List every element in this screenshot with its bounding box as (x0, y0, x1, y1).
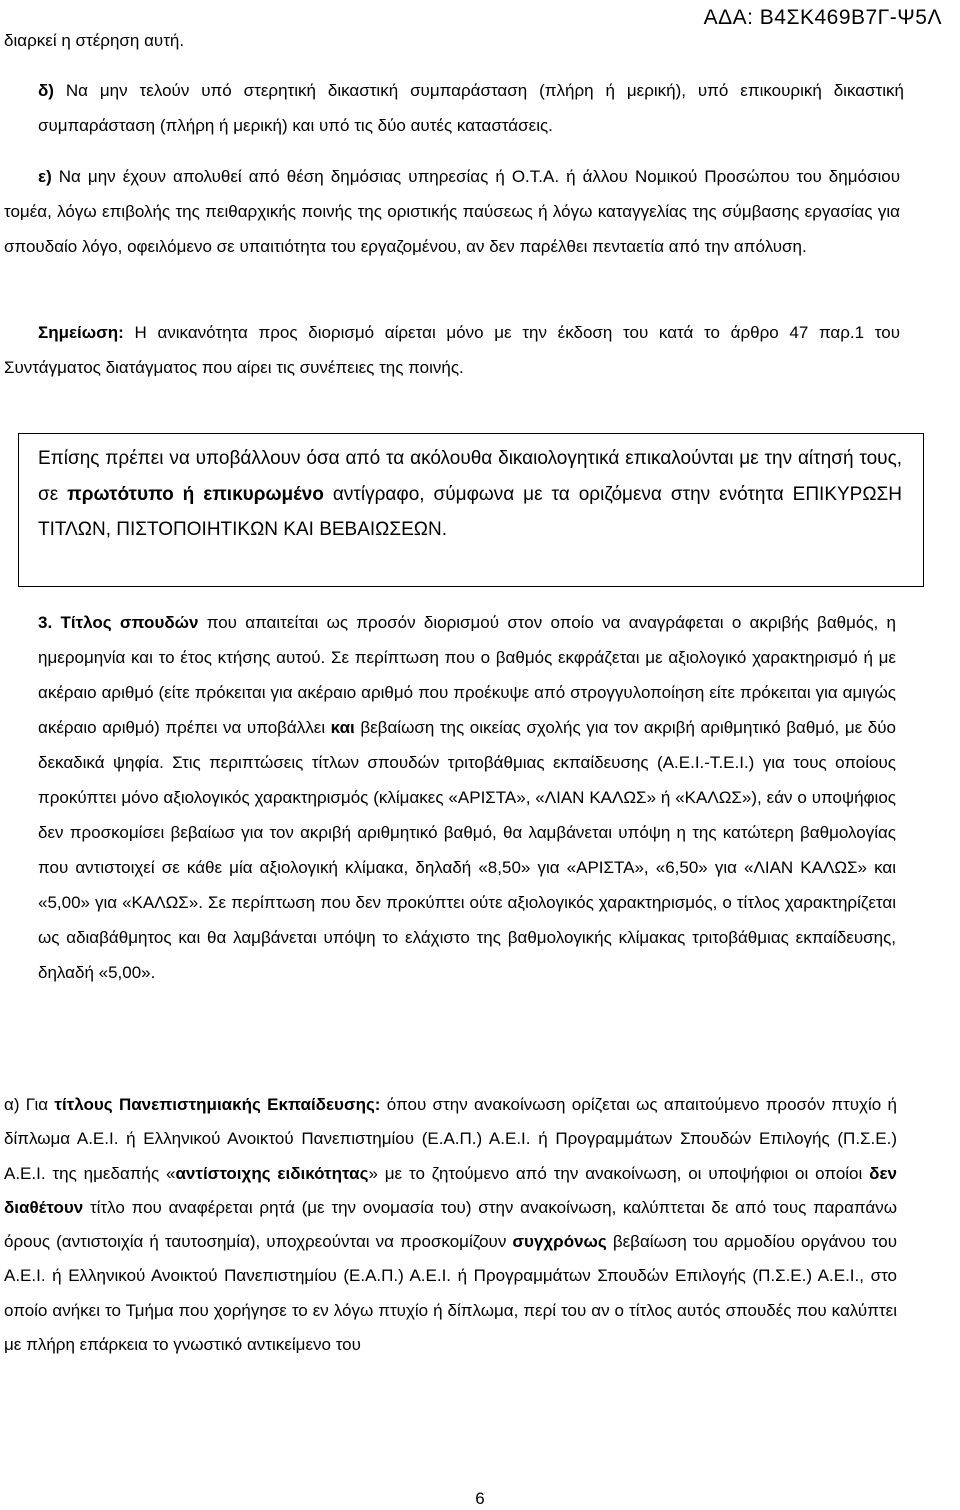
paragraph-a-text-2: » με το ζητούμενο από την ανακοίνωση, οι υποψήφιοι οι οποίοι (368, 1163, 870, 1183)
continuation-line (4, 23, 604, 58)
paragraph-a-label: α) Για (4, 1095, 55, 1114)
notice-box-text (38, 441, 902, 548)
paragraph-a-text-3: τίτλο που αναφέρεται ρητά (με την ονομασία του) στην ανακοίνωση, καλύπτεται δε από τους παραπάνω όρους (αντιστοιχία ή ταυτοσημία), υποχρεούνται να προσκομίζουν (4, 1197, 897, 1252)
section-3-text-1: που απαιτείται ως προσόν διορισμού στον οποίο να αναγράφεται ο ακριβής βαθμός, η ημερομηνία και το έτος κτήσης αυτού. Σε περίπτωση που ο βαθμός εκφράζεται με αξιολογικό χαρακτηρισμό ή με ακέραιο αριθμό (είτε πρόκειται για ακέραιο αριθμό που προέκυψε από στρογγυλοποίηση είτε πρόκειται για αμιγώς ακέραιο αριθμό) πρέπει να υποβάλλει (38, 613, 896, 737)
clause-d-label: δ) (38, 81, 54, 100)
notice-text-2: αντίγραφο, σύμφωνα με τα οριζόμενα στην ενότητα ΕΠΙΚΥΡΩΣΗ ΤΙΤΛΩΝ, ΠΙΣΤΟΠΟΙΗΤΙΚΩΝ ΚΑΙ ΒΕΒΑΙΩΣΕΩΝ. (38, 483, 903, 540)
paragraph-a-bold-3: δεν διαθέτουν (4, 1163, 897, 1217)
note-text: Η ανικανότητα προς διορισμό αίρεται μόνο με την έκδοση του κατά το άρθρο 47 παρ.1 του Συντάγματος διατάγματος που αίρει τις συνέπειες της ποινής. (4, 323, 900, 377)
clause-d (38, 73, 904, 143)
clause-e-label: ε) (38, 167, 52, 186)
page-number: 6 (475, 1489, 485, 1508)
note-paragraph (4, 315, 900, 385)
note-label: Σημείωση: (38, 323, 124, 342)
clause-e-text: Να μην έχουν απολυθεί από θέση δημόσιας υπηρεσίας ή Ο.Τ.Α. ή άλλου Νομικού Προσώπου του δημόσιου τομέα, λόγω επιβολής της πειθαρχικής ποινής της οριστικής παύσεως ή λόγω καταγγελίας της σύμβασης εργασίας για σπουδαίο λόγο, οφειλόμενο σε υπαιτιότητα του εργαζομένου, αν δεν παρέλθει πενταετία από την απόλυση. (4, 167, 900, 256)
clause-d-text: Να μην τελούν υπό στερητική δικαστική συμπαράσταση (πλήρη ή μερική), υπό επικουρική δικαστική συμπαράσταση (πλήρη ή μερική) και υπό τις δύο αυτές καταστάσεις. (38, 81, 904, 135)
ada-code: ΑΔΑ: Β4ΣΚ469Β7Γ-Ψ5Λ (703, 6, 942, 29)
notice-bold: πρωτότυπο ή επικυρωμένο (67, 483, 324, 505)
section-3-title: Τίτλος σπουδών (60, 613, 199, 632)
paragraph-a-text-1: όπου στην ανακοίνωση ορίζεται ως απαιτούμενο προσόν πτυχίο ή δίπλωμα Α.Ε.Ι. ή Ελληνικού Ανοικτού Πανεπιστημίου (Ε.Α.Π.) Α.Ε.Ι. ή Προγραμμάτων Σπουδών Επιλογής (Π.Σ.Ε.) Α.Ε.Ι. της ημεδαπής « (4, 1095, 897, 1183)
continuation-text: διαρκεί η στέρηση αυτή. (4, 31, 185, 50)
paragraph-a-text-4: βεβαίωση του αρμοδίου οργάνου του Α.Ε.Ι. ή Ελληνικού Ανοικτού Πανεπιστημίου (Ε.Α.Π.) Α.Ε.Ι. ή Προγραμμάτων Σπουδών Επιλογής (Π.Σ.Ε.) Α.Ε.Ι., στο οποίο ανήκει το Τμήμα που χορήγησε το εν λόγω πτυχίο ή δίπλωμα, περί του αν ο τίτλος αυτός σπουδές που καλύπτει με πλήρη επάρκεια το γνωστικό αντικείμενο του (4, 1232, 897, 1355)
section-3-number: 3. (38, 613, 53, 632)
paragraph-a-bold-1: τίτλους Πανεπιστημιακής Εκπαίδευσης: (54, 1095, 381, 1114)
paragraph-a-bold-2: αντίστοιχης ειδικότητας (175, 1163, 369, 1183)
paragraph-a (4, 1088, 897, 1362)
paragraph-a-bold-4: συγχρόνως (512, 1232, 607, 1252)
section-3-text-2: βεβαίωση της οικείας σχολής για τον ακριβή αριθμητικό βαθμό, με δύο δεκαδικά ψηφία. Στις περιπτώσεις τίτλων σπουδών τριτοβάθμιας εκπαίδευσης (Α.Ε.Ι.-Τ.Ε.Ι.) για τους οποίους προκύπτει μόνο αξιολογικός χαρακτηρισμός (κλίμακες «ΑΡΙΣΤΑ», «ΛΙΑΝ ΚΑΛΩΣ» ή «ΚΑΛΩΣ»), εάν ο υποψήφιος δεν προσκομίσει βεβαίωσ για τον ακριβή αριθμητικό βαθμό, θα λαμβάνεται υπόψη η της κατώτερη βαθμολογίας που αντιστοιχεί σε κάθε μία αξιολογική κλίμακα, δηλαδή «8,50» για «ΑΡΙΣΤΑ», «6,50» για «ΛΙΑΝ ΚΑΛΩΣ» και «5,00» για «ΚΑΛΩΣ». Σε περίπτωση που δεν προκύπτει ούτε αξιολογικός χαρακτηρισμός, ο τίτλος χαρακτηρίζεται ως αδιαβάθμητος και θα λαμβάνεται υπόψη το ελάχιστο της βαθμολογικής κλίμακας τριτοβάθμιας εκπαίδευσης, δηλαδή «5,00». (38, 718, 896, 982)
notice-text-1: Επίσης πρέπει να υποβάλλουν όσα από τα ακόλουθα δικαιολογητικά επικαλούνται με την αίτησή τους, σε (38, 448, 902, 505)
section-3-kai: και (330, 718, 355, 737)
clause-e (4, 159, 900, 264)
section-3 (38, 605, 896, 990)
